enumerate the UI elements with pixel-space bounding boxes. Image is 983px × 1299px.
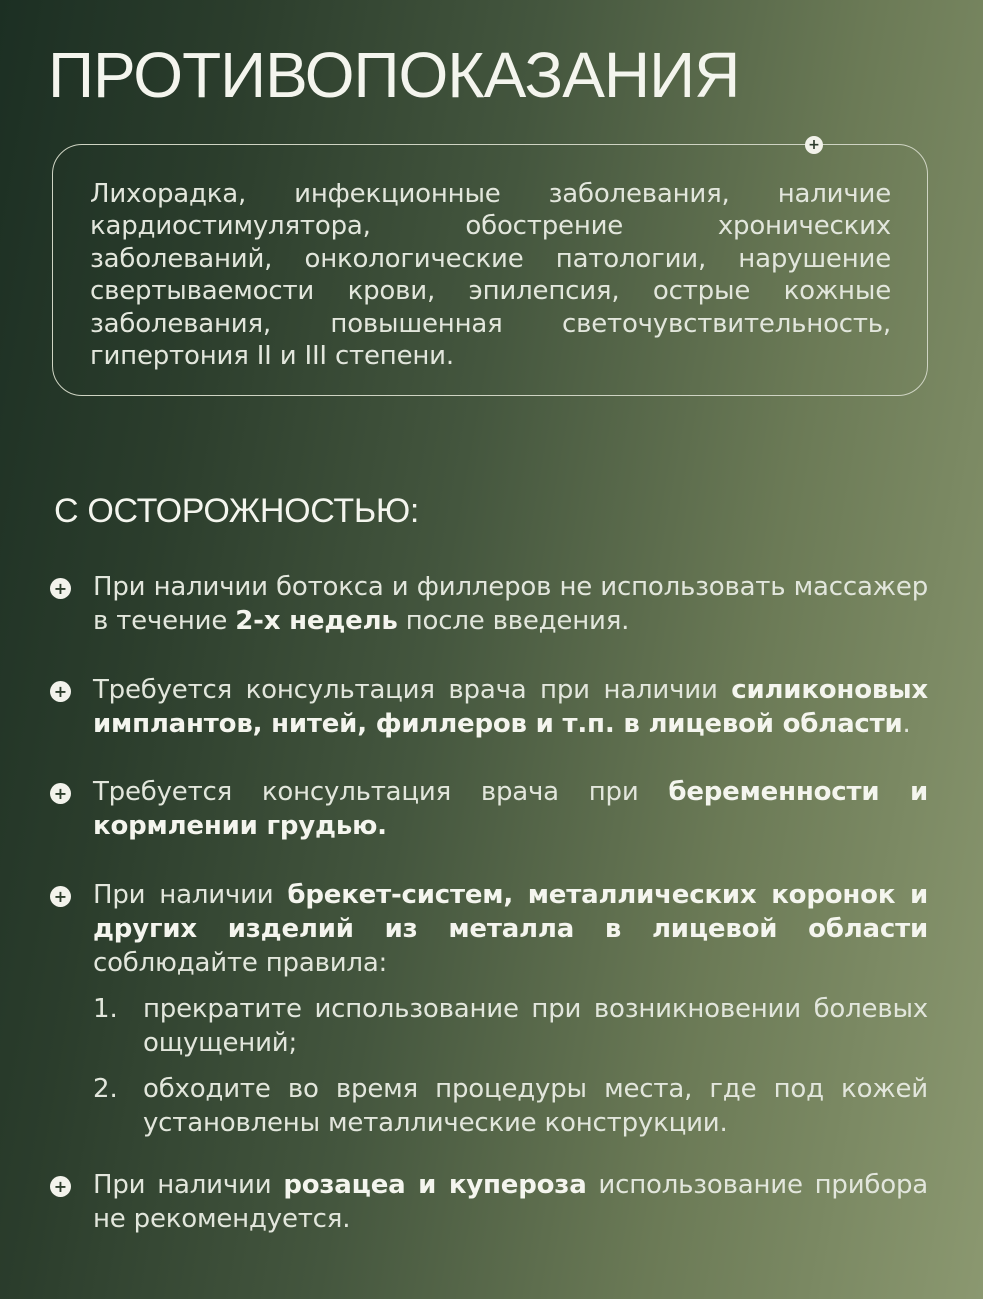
caution-item-text: При наличии брекет-систем, металлических коронок и других изделий из металла в лицевой области соблюдайте правила:: [93, 880, 928, 978]
page-title: ПРОТИВОПОКАЗАНИЯ: [48, 39, 740, 111]
plus-circle-icon: +: [50, 578, 71, 599]
rules-list: [93, 992, 928, 1140]
plus-circle-icon: +: [50, 886, 71, 907]
list-item: [93, 1072, 928, 1140]
caution-item-3: [50, 775, 928, 843]
caution-item-text: При наличии ботокса и филлеров не использовать массажер в течение 2-х недель после введения.: [93, 572, 928, 636]
caution-item-2: [50, 673, 928, 741]
list-item-text: прекратите использование при возникновении болевых ощущений;: [143, 994, 928, 1058]
caution-item-1: [50, 570, 928, 638]
list-number: 1.: [93, 994, 118, 1024]
plus-circle-icon: +: [50, 1176, 71, 1197]
list-item: [93, 992, 928, 1060]
plus-circle-icon: +: [50, 681, 71, 702]
caution-item-5: [50, 1168, 928, 1236]
caution-item-text: Требуется консультация врача при беременности и кормлении грудью.: [93, 777, 928, 841]
plus-circle-icon: +: [50, 783, 71, 804]
list-number: 2.: [93, 1074, 118, 1104]
caution-item-text: Требуется консультация врача при наличии силиконовых имплантов, нитей, филлеров и т.п. в лицевой области.: [93, 675, 928, 739]
caution-heading: С ОСТОРОЖНОСТЬЮ:: [54, 492, 420, 530]
caution-item-text: При наличии розацеа и купероза использование прибора не рекомендуется.: [93, 1170, 928, 1234]
plus-circle-icon: +: [805, 136, 823, 154]
contraindications-text: Лихорадка, инфекционные заболевания, наличие кардиостимулятора, обострение хронических заболеваний, онкологические патологии, нарушение свертываемости крови, эпилепсия, острые кожные заболевания, повышенная светочувствительность, гипертония II и III степени.: [90, 179, 891, 372]
caution-item-4: [50, 878, 928, 1152]
list-item-text: обходите во время процедуры места, где под кожей установлены металлические конструкции.: [143, 1074, 928, 1138]
